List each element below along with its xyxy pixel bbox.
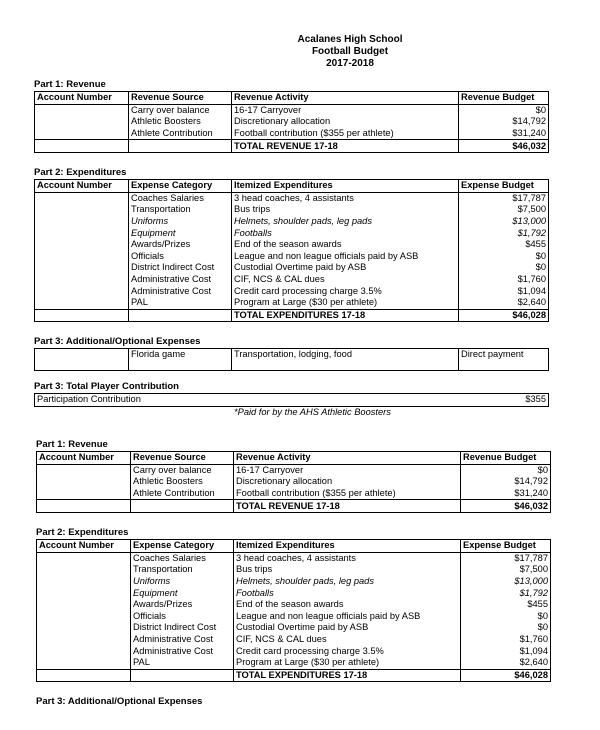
total-amount: $46,032 [461, 500, 551, 513]
amount-cell: $455 [461, 599, 551, 611]
total-amount: $46,028 [459, 309, 549, 322]
category-cell: Administrative Cost [131, 634, 234, 646]
category-cell: Officials [129, 251, 232, 263]
total-amount: $46,032 [459, 140, 549, 153]
table-row [37, 488, 551, 500]
section-expenditures-title: Part 2: Expenditures [36, 527, 129, 538]
table-row [37, 587, 551, 599]
category-cell: Carry over balance [129, 104, 232, 116]
category-cell: PAL [129, 297, 232, 309]
account-cell [35, 262, 129, 274]
category-cell: District Indirect Cost [129, 262, 232, 274]
description-cell: 16-17 Carryover [234, 464, 461, 476]
column-header: Account Number [35, 180, 129, 193]
account-cell [35, 227, 129, 239]
table-row [35, 116, 549, 128]
table-row [37, 552, 551, 564]
description-cell: Football contribution ($355 per athlete) [232, 128, 459, 140]
table-row [37, 645, 551, 657]
table-row [37, 622, 551, 634]
category-cell: Transportation [131, 564, 234, 576]
table-row [37, 476, 551, 488]
amount-cell: $13,000 [461, 576, 551, 588]
description-cell: Custodial Overtime paid by ASB [234, 622, 461, 634]
amount-cell: $13,000 [459, 216, 549, 228]
column-header: Revenue Activity [232, 92, 459, 105]
table-row [35, 128, 549, 140]
category-cell: Transportation [129, 204, 232, 216]
amount-cell: $1,760 [459, 274, 549, 286]
category-cell: Coaches Salaries [129, 192, 232, 204]
amount-cell: $14,792 [461, 476, 551, 488]
section-optional-title: Part 3: Additional/Optional Expenses [36, 696, 203, 707]
year-title: 2017-2018 [326, 58, 374, 69]
amount-cell: $31,240 [461, 488, 551, 500]
category-cell: Awards/Prizes [131, 599, 234, 611]
column-header: Expense Budget [461, 540, 551, 553]
description-cell: Program at Large ($30 per athlete) [234, 657, 461, 669]
table-row [35, 349, 549, 371]
category-cell: Uniforms [131, 576, 234, 588]
amount-cell: $31,240 [459, 128, 549, 140]
description-cell: End of the season awards [234, 599, 461, 611]
revenue-table [34, 91, 549, 153]
table-row [37, 657, 551, 669]
amount-cell: $1,760 [461, 634, 551, 646]
amount-cell: $1,094 [459, 285, 549, 297]
description-cell: End of the season awards [232, 239, 459, 251]
description-cell: Credit card processing charge 3.5% [234, 645, 461, 657]
account-cell [37, 634, 131, 646]
description-cell: 16-17 Carryover [232, 104, 459, 116]
category-cell: Athlete Contribution [129, 128, 232, 140]
column-header: Expense Category [131, 540, 234, 553]
section-revenue-title: Part 1: Revenue [36, 439, 108, 450]
category-cell: Equipment [129, 227, 232, 239]
amount-cell: $1,792 [459, 227, 549, 239]
column-header: Expense Category [129, 180, 232, 193]
description-cell: 3 head coaches, 4 assistants [232, 192, 459, 204]
table-row [35, 251, 549, 263]
account-cell [37, 611, 131, 623]
account-cell [37, 645, 131, 657]
section-expenditures-title: Part 2: Expenditures [34, 167, 127, 178]
account-cell [35, 128, 129, 140]
expenditures-table [36, 539, 551, 682]
total-row [37, 669, 551, 682]
column-header: Revenue Source [131, 452, 234, 465]
boosters-note: *Paid for by the AHS Athletic Boosters [234, 407, 391, 417]
doc-title: Football Budget [311, 46, 389, 57]
optional-table [34, 348, 549, 371]
category-cell: Coaches Salaries [131, 552, 234, 564]
section-player-title: Part 3: Total Player Contribution [34, 381, 179, 392]
amount-cell: $7,500 [459, 204, 549, 216]
total-amount: $46,028 [461, 669, 551, 682]
column-header: Itemized Expenditures [232, 180, 459, 193]
description-cell: Bus trips [232, 204, 459, 216]
description-cell: Bus trips [234, 564, 461, 576]
column-header: Revenue Budget [461, 452, 551, 465]
description-cell: Transportation, lodging, food [232, 349, 459, 371]
expenditures-table [34, 179, 549, 322]
category-cell: Uniforms [129, 216, 232, 228]
account-cell [37, 599, 131, 611]
description-cell: Footballs [234, 587, 461, 599]
total-label: TOTAL EXPENDITURES 17-18 [232, 309, 459, 322]
description-cell: Football contribution ($355 per athlete) [234, 488, 461, 500]
amount-cell: $0 [461, 622, 551, 634]
amount-cell: $0 [459, 262, 549, 274]
description-cell: Custodial Overtime paid by ASB [232, 262, 459, 274]
amount-cell: $455 [459, 239, 549, 251]
amount-cell: $1,094 [461, 645, 551, 657]
account-cell [35, 285, 129, 297]
amount-cell: $0 [461, 611, 551, 623]
table-row [35, 262, 549, 274]
table-row [37, 634, 551, 646]
account-cell [35, 104, 129, 116]
table-row [35, 285, 549, 297]
total-row [35, 140, 549, 153]
amount-cell: $1,792 [461, 587, 551, 599]
total-row [37, 500, 551, 513]
table-row [37, 564, 551, 576]
category-cell: Carry over balance [131, 464, 234, 476]
table-row [37, 464, 551, 476]
amount-cell: $0 [459, 104, 549, 116]
table-row [35, 274, 549, 286]
description-cell: League and non league officials paid by ASB [234, 611, 461, 623]
description-cell: Helmets, shoulder pads, leg pads [234, 576, 461, 588]
table-row [37, 599, 551, 611]
category-cell: Administrative Cost [129, 285, 232, 297]
description-cell: Credit card processing charge 3.5% [232, 285, 459, 297]
description-cell: League and non league officials paid by ASB [232, 251, 459, 263]
category-cell: Administrative Cost [129, 274, 232, 286]
amount-cell: $0 [461, 464, 551, 476]
account-cell [37, 488, 131, 500]
account-cell [35, 216, 129, 228]
description-cell: Helmets, shoulder pads, leg pads [232, 216, 459, 228]
amount-cell: $2,640 [461, 657, 551, 669]
table-row [35, 204, 549, 216]
column-header: Itemized Expenditures [234, 540, 461, 553]
table-row [35, 216, 549, 228]
column-header: Revenue Source [129, 92, 232, 105]
participation-amount: $355 [525, 394, 546, 405]
column-header: Expense Budget [459, 180, 549, 193]
account-cell [35, 204, 129, 216]
school-title: Acalanes High School [297, 34, 403, 45]
description-cell: 3 head coaches, 4 assistants [234, 552, 461, 564]
description-cell: Discretionary allocation [234, 476, 461, 488]
account-cell [37, 552, 131, 564]
revenue-table [36, 451, 551, 513]
amount-cell: $14,792 [459, 116, 549, 128]
participation-label: Participation Contribution [37, 394, 141, 405]
table-row [35, 394, 549, 407]
total-label: TOTAL EXPENDITURES 17-18 [234, 669, 461, 682]
category-cell: Awards/Prizes [129, 239, 232, 251]
table-row [37, 576, 551, 588]
account-cell [35, 192, 129, 204]
section-optional-title: Part 3: Additional/Optional Expenses [34, 336, 201, 347]
category-cell: Athlete Contribution [131, 488, 234, 500]
description-cell: Discretionary allocation [232, 116, 459, 128]
total-label: TOTAL REVENUE 17-18 [232, 140, 459, 153]
account-cell [37, 464, 131, 476]
category-cell: Athletic Boosters [131, 476, 234, 488]
amount-cell: $7,500 [461, 564, 551, 576]
amount-cell: Direct payment [459, 349, 549, 371]
total-row [35, 309, 549, 322]
category-cell: PAL [131, 657, 234, 669]
description-cell: CIF, NCS & CAL dues [234, 634, 461, 646]
amount-cell: $0 [459, 251, 549, 263]
account-cell [37, 476, 131, 488]
amount-cell: $17,787 [459, 192, 549, 204]
table-row [35, 104, 549, 116]
category-cell: District Indirect Cost [131, 622, 234, 634]
amount-cell: $2,640 [459, 297, 549, 309]
amount-cell: $17,787 [461, 552, 551, 564]
category-cell: Florida game [129, 349, 232, 371]
account-cell [37, 587, 131, 599]
table-row [35, 227, 549, 239]
account-cell [37, 564, 131, 576]
account-cell [37, 657, 131, 669]
column-header: Account Number [37, 452, 131, 465]
column-header: Revenue Budget [459, 92, 549, 105]
account-cell [35, 239, 129, 251]
account-cell [35, 274, 129, 286]
account-cell [37, 576, 131, 588]
table-row [35, 239, 549, 251]
account-cell [35, 297, 129, 309]
category-cell: Equipment [131, 587, 234, 599]
table-row [35, 297, 549, 309]
table-row [37, 611, 551, 623]
column-header: Revenue Activity [234, 452, 461, 465]
account-cell [37, 622, 131, 634]
description-cell: CIF, NCS & CAL dues [232, 274, 459, 286]
column-header: Account Number [35, 92, 129, 105]
player-table [34, 393, 549, 407]
description-cell: Program at Large ($30 per athlete) [232, 297, 459, 309]
total-label: TOTAL REVENUE 17-18 [234, 500, 461, 513]
category-cell: Administrative Cost [131, 645, 234, 657]
category-cell: Officials [131, 611, 234, 623]
section-revenue-title: Part 1: Revenue [34, 79, 106, 90]
account-cell [35, 251, 129, 263]
table-row [35, 192, 549, 204]
description-cell: Footballs [232, 227, 459, 239]
account-cell [35, 116, 129, 128]
category-cell: Athletic Boosters [129, 116, 232, 128]
column-header: Account Number [37, 540, 131, 553]
